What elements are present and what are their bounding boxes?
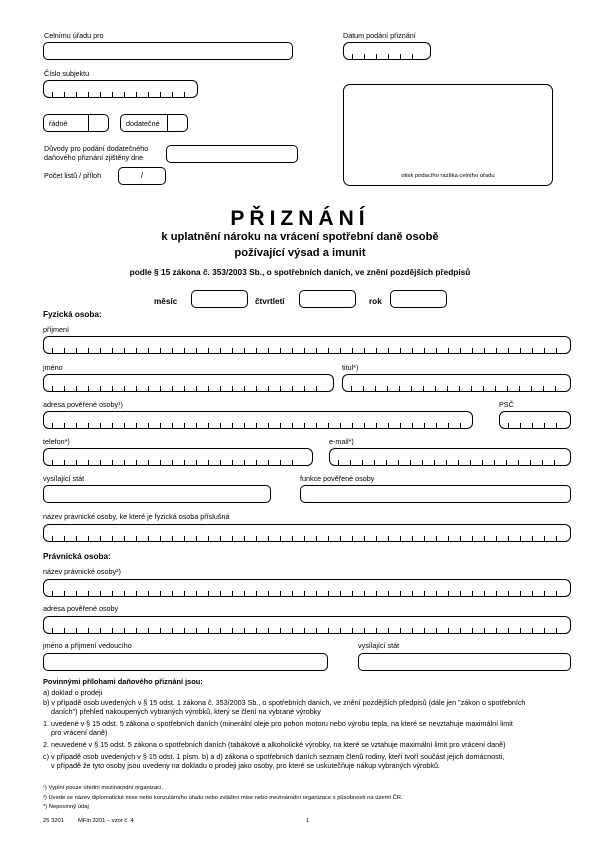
pravnicka-adresa-label: adresa pověřené osoby bbox=[43, 604, 119, 613]
attachments-heading: Povinnými přílohami daňového přiznání jsou: bbox=[43, 677, 203, 686]
funkce-input[interactable] bbox=[300, 485, 571, 503]
attachment-c-line1: c) v případě osob uvedených v § 15 odst. 1 písm. b) a d) zákona o spotřebních daních seznam členů rodiny, kteří tvoří součást jejich domácnosti, bbox=[43, 752, 505, 761]
fyzicka-nazev-label: název právnické osoby, ke které je fyzická osoba příslušná bbox=[43, 512, 230, 521]
psc-label: PSČ bbox=[499, 400, 514, 409]
adresa-label: adresa pověřené osoby¹) bbox=[43, 400, 123, 409]
celni-urad-input[interactable] bbox=[43, 42, 293, 60]
mesic-label: měsíc bbox=[154, 297, 178, 306]
subtitle-line-1: k uplatnění nároku na vrácení spotřební daně osobě bbox=[161, 231, 439, 243]
page-number: 1 bbox=[306, 818, 310, 824]
attachment-a: a) doklad o prodeji bbox=[43, 688, 103, 697]
ctvrtleti-label: čtvrtletí bbox=[255, 297, 285, 306]
email-input[interactable] bbox=[329, 448, 571, 466]
footnote-2: ²) Uvede se název diplomatické mise nebo konzulárního úřadu nebo zvláštní mise nebo mezinárodní organizace s působností na území ČR. bbox=[43, 795, 403, 801]
cislo-subjektu-input[interactable] bbox=[43, 80, 198, 98]
prijmeni-label: příjmení bbox=[43, 325, 69, 334]
attachment-item1-line2: pro vrácení daně) bbox=[51, 728, 108, 737]
rok-input[interactable] bbox=[390, 290, 447, 308]
razitko-box bbox=[343, 84, 553, 186]
attachment-b-line2: daních") přehled nakoupených vybraných výrobků, který se člení na vybrané výrobky bbox=[51, 707, 321, 716]
pravnicka-adresa-input[interactable] bbox=[43, 616, 571, 634]
rok-label: rok bbox=[369, 297, 382, 306]
datum-label: Datum podání přiznání bbox=[343, 31, 416, 40]
footnote-3: *) Nepovinný údaj bbox=[43, 804, 89, 810]
subtitle-line-2: požívající výsad a imunit bbox=[234, 247, 366, 259]
razitko-label: otisk podacího razítka celního úřadu bbox=[401, 173, 495, 179]
dodatecne-toggle[interactable] bbox=[120, 114, 188, 132]
prijmeni-input[interactable] bbox=[43, 336, 571, 354]
fyzicka-heading: Fyzická osoba: bbox=[43, 310, 102, 319]
psc-input[interactable] bbox=[499, 411, 571, 429]
pravnicka-heading: Právnická osoba: bbox=[43, 552, 111, 561]
vedouci-label: jméno a příjmení vedoucího bbox=[43, 641, 132, 650]
funkce-label: funkce pověřené osoby bbox=[300, 474, 375, 483]
fyzicka-nazev-input[interactable] bbox=[43, 524, 571, 542]
celni-urad-label: Celnímu úřadu pro bbox=[44, 31, 104, 40]
pravnicka-nazev-label: název právnické osoby²) bbox=[43, 567, 121, 576]
dodatecne-label: dodatečné bbox=[126, 119, 160, 128]
titul-input[interactable] bbox=[342, 374, 571, 392]
jmeno-input[interactable] bbox=[43, 374, 334, 392]
datum-input[interactable] bbox=[343, 42, 431, 60]
vedouci-input[interactable] bbox=[43, 653, 328, 671]
pocet-listu-input[interactable]: / bbox=[118, 167, 166, 185]
form-version: MFin 3201 – vzor č. 4 bbox=[78, 818, 134, 824]
vysilajici-stat-input[interactable] bbox=[43, 485, 271, 503]
duvody-label-1: Důvody pro podání dodatečného bbox=[44, 144, 149, 153]
titul-label: titul*) bbox=[342, 363, 359, 372]
pravnicka-stat-input[interactable] bbox=[358, 653, 571, 671]
email-label: e-mail*) bbox=[329, 437, 354, 446]
pravnicka-nazev-input[interactable] bbox=[43, 579, 571, 597]
attachment-item2: 2. neuvedené v § 15 odst. 5 zákona o spotřebních daních (tabákové a alkoholické výrobky, na které se vztahuje maximální limit pro vrácení daně) bbox=[43, 740, 506, 749]
attachment-item1-line1: 1. uvedené v § 15 odst. 5 zákona o spotřebních daních (minerální oleje pro pohon motoru nebo výrobu tepla, na které se nevztahuje maximální limit bbox=[43, 719, 513, 728]
radne-divider bbox=[88, 114, 89, 132]
pravnicka-stat-label: vysílající stát bbox=[358, 641, 400, 650]
footnote-1: ¹) Vyplní pouze úřední mezinárodní organizaci. bbox=[43, 785, 163, 791]
telefon-label: telefon*) bbox=[43, 437, 70, 446]
ctvrtleti-input[interactable] bbox=[299, 290, 356, 308]
subtitle-line-3: podle § 15 zákona č. 353/2003 Sb., o spotřebních daních, ve znění pozdějších předpisů bbox=[129, 267, 471, 277]
mesic-input[interactable] bbox=[191, 290, 248, 308]
page-title: PŘIZNÁNÍ bbox=[230, 207, 370, 230]
radne-label: řádné bbox=[49, 119, 68, 128]
duvody-date-input[interactable] bbox=[166, 145, 298, 163]
duvody-label-2: daňového přiznání zjištěny dne bbox=[44, 153, 144, 162]
dodatecne-divider bbox=[167, 114, 168, 132]
pocet-listu-label: Počet listů / příloh bbox=[44, 171, 102, 180]
adresa-input[interactable] bbox=[43, 411, 473, 429]
radne-toggle[interactable] bbox=[43, 114, 109, 132]
vysilajici-stat-label: vysílající stát bbox=[43, 474, 85, 483]
attachment-c-line2: v případě že tyto osoby jsou uvedeny na dokladu o prodeji jako osoby, pro které se uskutečňuje nákup vybraných výrobků. bbox=[51, 761, 441, 770]
attachment-b-line1: b) v případě osob uvedených v § 15 odst. 1 zákona č. 353/2003 Sb., o spotřebních daních, ve znění pozdějších předpisů (dále jen "zákon o spotřebních bbox=[43, 698, 526, 707]
cislo-subjektu-label: Číslo subjektu bbox=[44, 69, 90, 78]
telefon-input[interactable] bbox=[43, 448, 313, 466]
jmeno-label: jméno bbox=[43, 363, 63, 372]
form-code: 25 3201 bbox=[43, 818, 64, 824]
